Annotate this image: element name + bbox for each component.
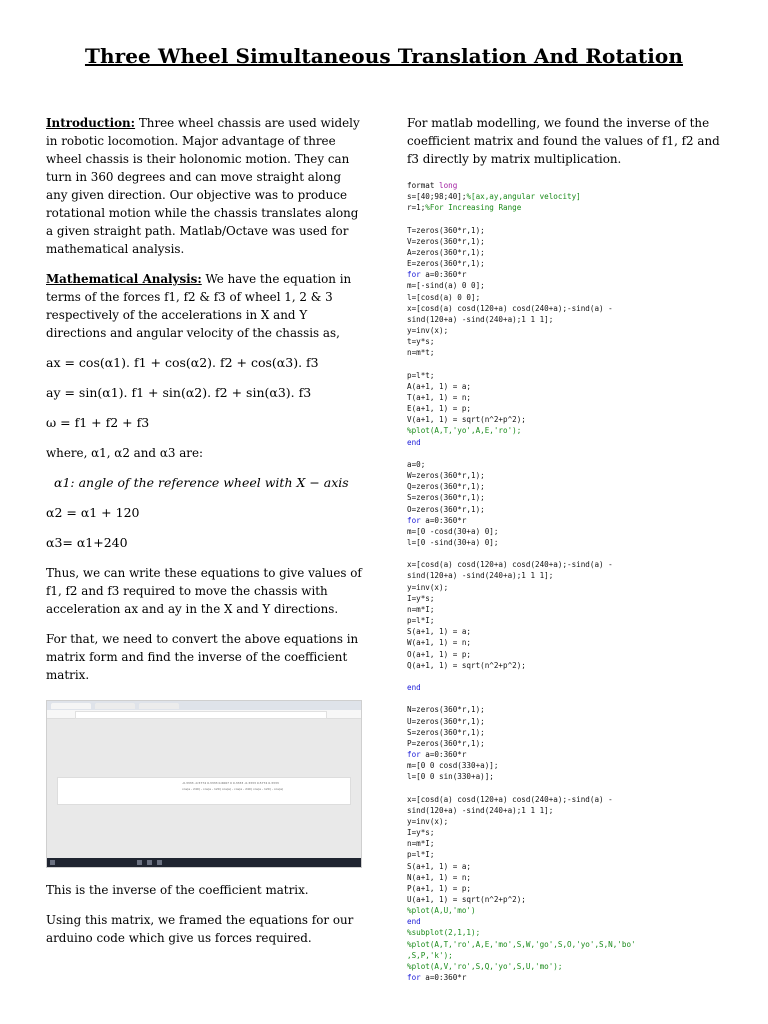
alpha2-definition: α2 = α1 + 120 xyxy=(46,505,140,520)
intro-paragraph xyxy=(46,114,364,258)
math-text: We have the equation in terms of the forces f1, f2 & f3 of wheel 1, 2 & 3 respectively of the accelerations in X and Y directions and angular velocity of the chassis as, xyxy=(46,272,352,340)
taskbar-app-icon xyxy=(157,860,162,865)
intro-text: Three wheel chassis are used widely in robotic locomotion. Major advantage of three wheel chassis is their holonomic motion. They can turn in 360 degrees and can move straight along any given direction. Our objective was to produce rotational motion while the chassis translates along a given straight path. Matlab/Octave was used for mathematical analysis. xyxy=(46,116,360,256)
address-input xyxy=(75,711,327,719)
taskbar xyxy=(47,858,361,867)
start-icon xyxy=(50,860,55,865)
matlab-intro: For matlab modelling, we found the inverse of the coefficient matrix and found the values of f1, f2 and f3 directly by matrix multiplication. xyxy=(407,116,720,166)
embedded-screenshot xyxy=(46,700,362,868)
math-paragraph xyxy=(46,270,364,342)
alpha3-definition: α3= α1+240 xyxy=(46,535,128,550)
matrix-row: cos(a - 240) - cos(a - 120) cos(a) - cos(a - 240) cos(a - 120) - cos(a) xyxy=(182,787,284,791)
taskbar-app-icon xyxy=(137,860,142,865)
matlab-code: format long s=[40;98;40];%[ax,ay,angular velocity] r=1;%For Increasing Range T=zeros(360*r,1); V=zeros(360*r,1); A=zeros(360*r,1); E=zeros(360*r,1); for a=0:360*r m=[-sind(a) 0 0]; l=[cosd(a) 0 0]; x=[cosd(a) cosd(120+a) cosd(240+a);-sind(a) - sind(120+a) -sind(240+a);1 1 1]; y=inv(x); t=y*s; n=m*t; p=l*t; A(a+1, 1) = a; T(a+1, 1) = n; E(a+1, 1) = p; V(a+1, 1) = sqrt(n^2+p^2); %plot(A,T,'yo',A,E,'ro'); end a=0; W=zeros(360*r,1); Q=zeros(360*r,1); S=zeros(360*r,1); O=zeros(360*r,1); for a=0:360*r m=[0 -cosd(30+a) 0]; l=[0 -sind(30+a) 0]; x=[cosd(a) cosd(120+a) cosd(240+a);-sind(a) - sind(120+a) -sind(240+a);1 1 1]; y=inv(x); I=y*s; n=m*I; p=l*I; S(a+1, 1) = a; W(a+1, 1) = n; O(a+1, 1) = p; Q(a+1, 1) = sqrt(n^2+p^2); end N=zeros(360*r,1); U=zeros(360*r,1); S=zeros(360*r,1); P=zeros(360*r,1); for a=0:360*r m=[0 0 cosd(330+a)]; l=[0 0 sin(330+a)]; x=[cosd(a) cosd(120+a) cosd(240+a);-sind(a) - sind(120+a) -sind(240+a);1 1 1]; y=inv(x); I=y*s; n=m*I; p=l*I; S(a+1, 1) = a; N(a+1, 1) = n; P(a+1, 1) = p; U(a+1, 1) = sqrt(n^2+p^2); %plot(A,U,'mo') end %subplot(2,1,1); %plot(A,T,'ro',A,E,'mo',S,W,'go',S,O,'yo',S,N,'bo' ,S,P,'k'); %plot(A,V,'ro',S,Q,'yo',S,U,'mo'); for a=0:360*r xyxy=(407,181,636,983)
right-column xyxy=(407,114,727,983)
thus-paragraph: Thus, we can write these equations to give values of f1, f2 and f3 required to move the chassis with acceleration ax and ay in the X and Y directions. xyxy=(46,566,362,616)
browser-tab xyxy=(95,703,135,709)
caption-inverse: This is the inverse of the coefficient matrix. xyxy=(46,883,309,897)
equation-omega: ω = f1 + f2 + f3 xyxy=(46,415,150,430)
convert-paragraph: For that, we need to convert the above equations in matrix form and find the inverse of the coefficient matrix. xyxy=(46,632,359,682)
taskbar-app-icon xyxy=(147,860,152,865)
math-heading: Mathematical Analysis: xyxy=(46,272,202,286)
browser-tab xyxy=(51,703,91,709)
browser-tab-bar xyxy=(47,701,361,710)
equation-ax: ax = cos(α1). f1 + cos(α2). f2 + cos(α3). f3 xyxy=(46,355,319,370)
browser-tab xyxy=(139,703,179,709)
matrix-row: -0.3333 -0.5774 0.3333 0.6667 0 0.3333 -0.3333 0.5774 0.3333 xyxy=(182,781,279,785)
matrix-output xyxy=(57,777,351,805)
alpha1-definition: α1: angle of the reference wheel with X − axis xyxy=(54,475,349,490)
left-column xyxy=(46,114,364,696)
equation-ay: ay = sin(α1). f1 + sin(α2). f2 + sin(α3). f3 xyxy=(46,385,312,400)
intro-heading: Introduction: xyxy=(46,116,136,130)
caption-arduino: Using this matrix, we framed the equations for our arduino code which give us forces required. xyxy=(46,913,354,945)
page-title: Three Wheel Simultaneous Translation And Rotation xyxy=(84,44,684,68)
where-line: where, α1, α2 and α3 are: xyxy=(46,446,204,460)
